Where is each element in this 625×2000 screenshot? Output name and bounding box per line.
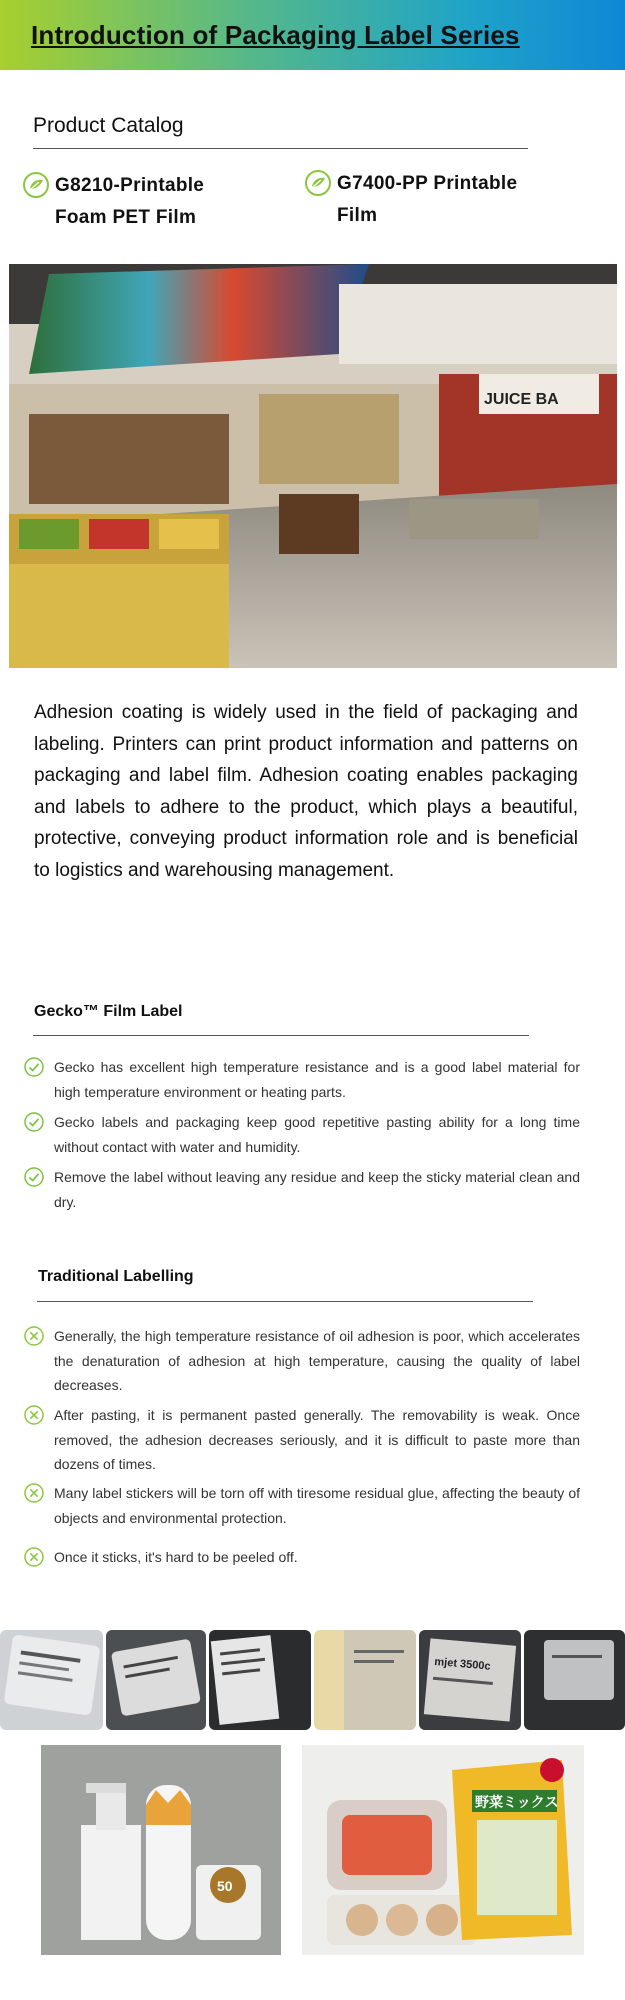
label-photo-thumb — [419, 1630, 521, 1730]
label-photo-thumb — [0, 1630, 103, 1730]
traditional-drawback-text: Many label stickers will be torn off with tiresome residual glue, affecting the beauty of objects and environmental protection. — [54, 1485, 580, 1526]
gecko-leaf-icon — [305, 170, 331, 196]
list-item — [24, 1324, 584, 1398]
product-item[interactable] — [305, 168, 517, 232]
product-item[interactable] — [23, 170, 204, 234]
label-photo-thumb — [209, 1630, 311, 1730]
label-photo-thumb — [106, 1630, 206, 1730]
page-title: Introduction of Packaging Label Series — [31, 20, 520, 50]
gecko-benefit-text: Gecko labels and packaging keep good repetitive pasting ability for a long time without contact with water and humidity. — [54, 1114, 580, 1155]
cross-icon — [24, 1547, 44, 1567]
supermarket-photo — [9, 264, 617, 668]
intro-paragraph: Adhesion coating is widely used in the field of packaging and labeling. Printers can print product information and patterns on packaging and label film. Adhesion coating enables packaging and labels to adhere to the product, which plays a beautiful, protective, conveying product information role and is beneficial to logistics and warehousing management. — [34, 702, 578, 881]
thumb-label-text: mjet 3500c — [433, 1655, 492, 1673]
cross-icon — [24, 1326, 44, 1346]
catalog-divider — [33, 148, 528, 149]
cosmetics-photo — [41, 1745, 281, 1955]
cross-icon — [24, 1405, 44, 1425]
food-package-photo — [302, 1745, 584, 1955]
list-item — [24, 1110, 584, 1159]
badge-text: 50 — [217, 1878, 233, 1894]
hero-sign-text: JUICE BA — [484, 391, 559, 408]
package-title-text: 野菜ミックス — [475, 1795, 559, 1811]
header-banner — [0, 0, 625, 70]
traditional-drawback-text: Generally, the high temperature resistance of oil adhesion is poor, which accelerates the denaturation of adhesion at high temperature, causing the quality of label decreases. — [54, 1328, 580, 1393]
gecko-section-title: Gecko™ Film Label — [34, 1003, 183, 1020]
product-name-line1: G7400-PP Printable — [337, 173, 518, 194]
traditional-drawback-text: Once it sticks, it's hard to be peeled off. — [54, 1549, 298, 1565]
label-photo-thumb — [524, 1630, 625, 1730]
gecko-divider — [33, 1035, 529, 1036]
traditional-drawback-text: After pasting, it is permanent pasted generally. The removability is weak. Once removed, the adhesion decreases seriously, and it is difficult to paste more than dozens of times. — [54, 1407, 580, 1472]
gecko-benefit-text: Remove the label without leaving any residue and keep the sticky material clean and dry. — [54, 1169, 580, 1210]
list-item — [24, 1481, 584, 1530]
check-icon — [24, 1057, 44, 1077]
gecko-benefit-text: Gecko has excellent high temperature resistance and is a good label material for high temperature environment or heating parts. — [54, 1059, 580, 1100]
product-name-line2: Foam PET Film — [55, 207, 197, 228]
catalog-title: Product Catalog — [33, 114, 184, 137]
list-item — [24, 1403, 584, 1477]
product-name-line2: Film — [337, 205, 378, 226]
list-item — [24, 1165, 584, 1214]
traditional-section-title: Traditional Labelling — [38, 1268, 194, 1285]
traditional-divider — [37, 1301, 533, 1302]
label-photo-thumb — [314, 1630, 416, 1730]
check-icon — [24, 1112, 44, 1132]
list-item — [24, 1055, 584, 1104]
product-name-line1: G8210-Printable — [55, 175, 205, 196]
check-icon — [24, 1167, 44, 1187]
list-item — [24, 1545, 584, 1570]
gecko-leaf-icon — [23, 172, 49, 198]
cross-icon — [24, 1483, 44, 1503]
